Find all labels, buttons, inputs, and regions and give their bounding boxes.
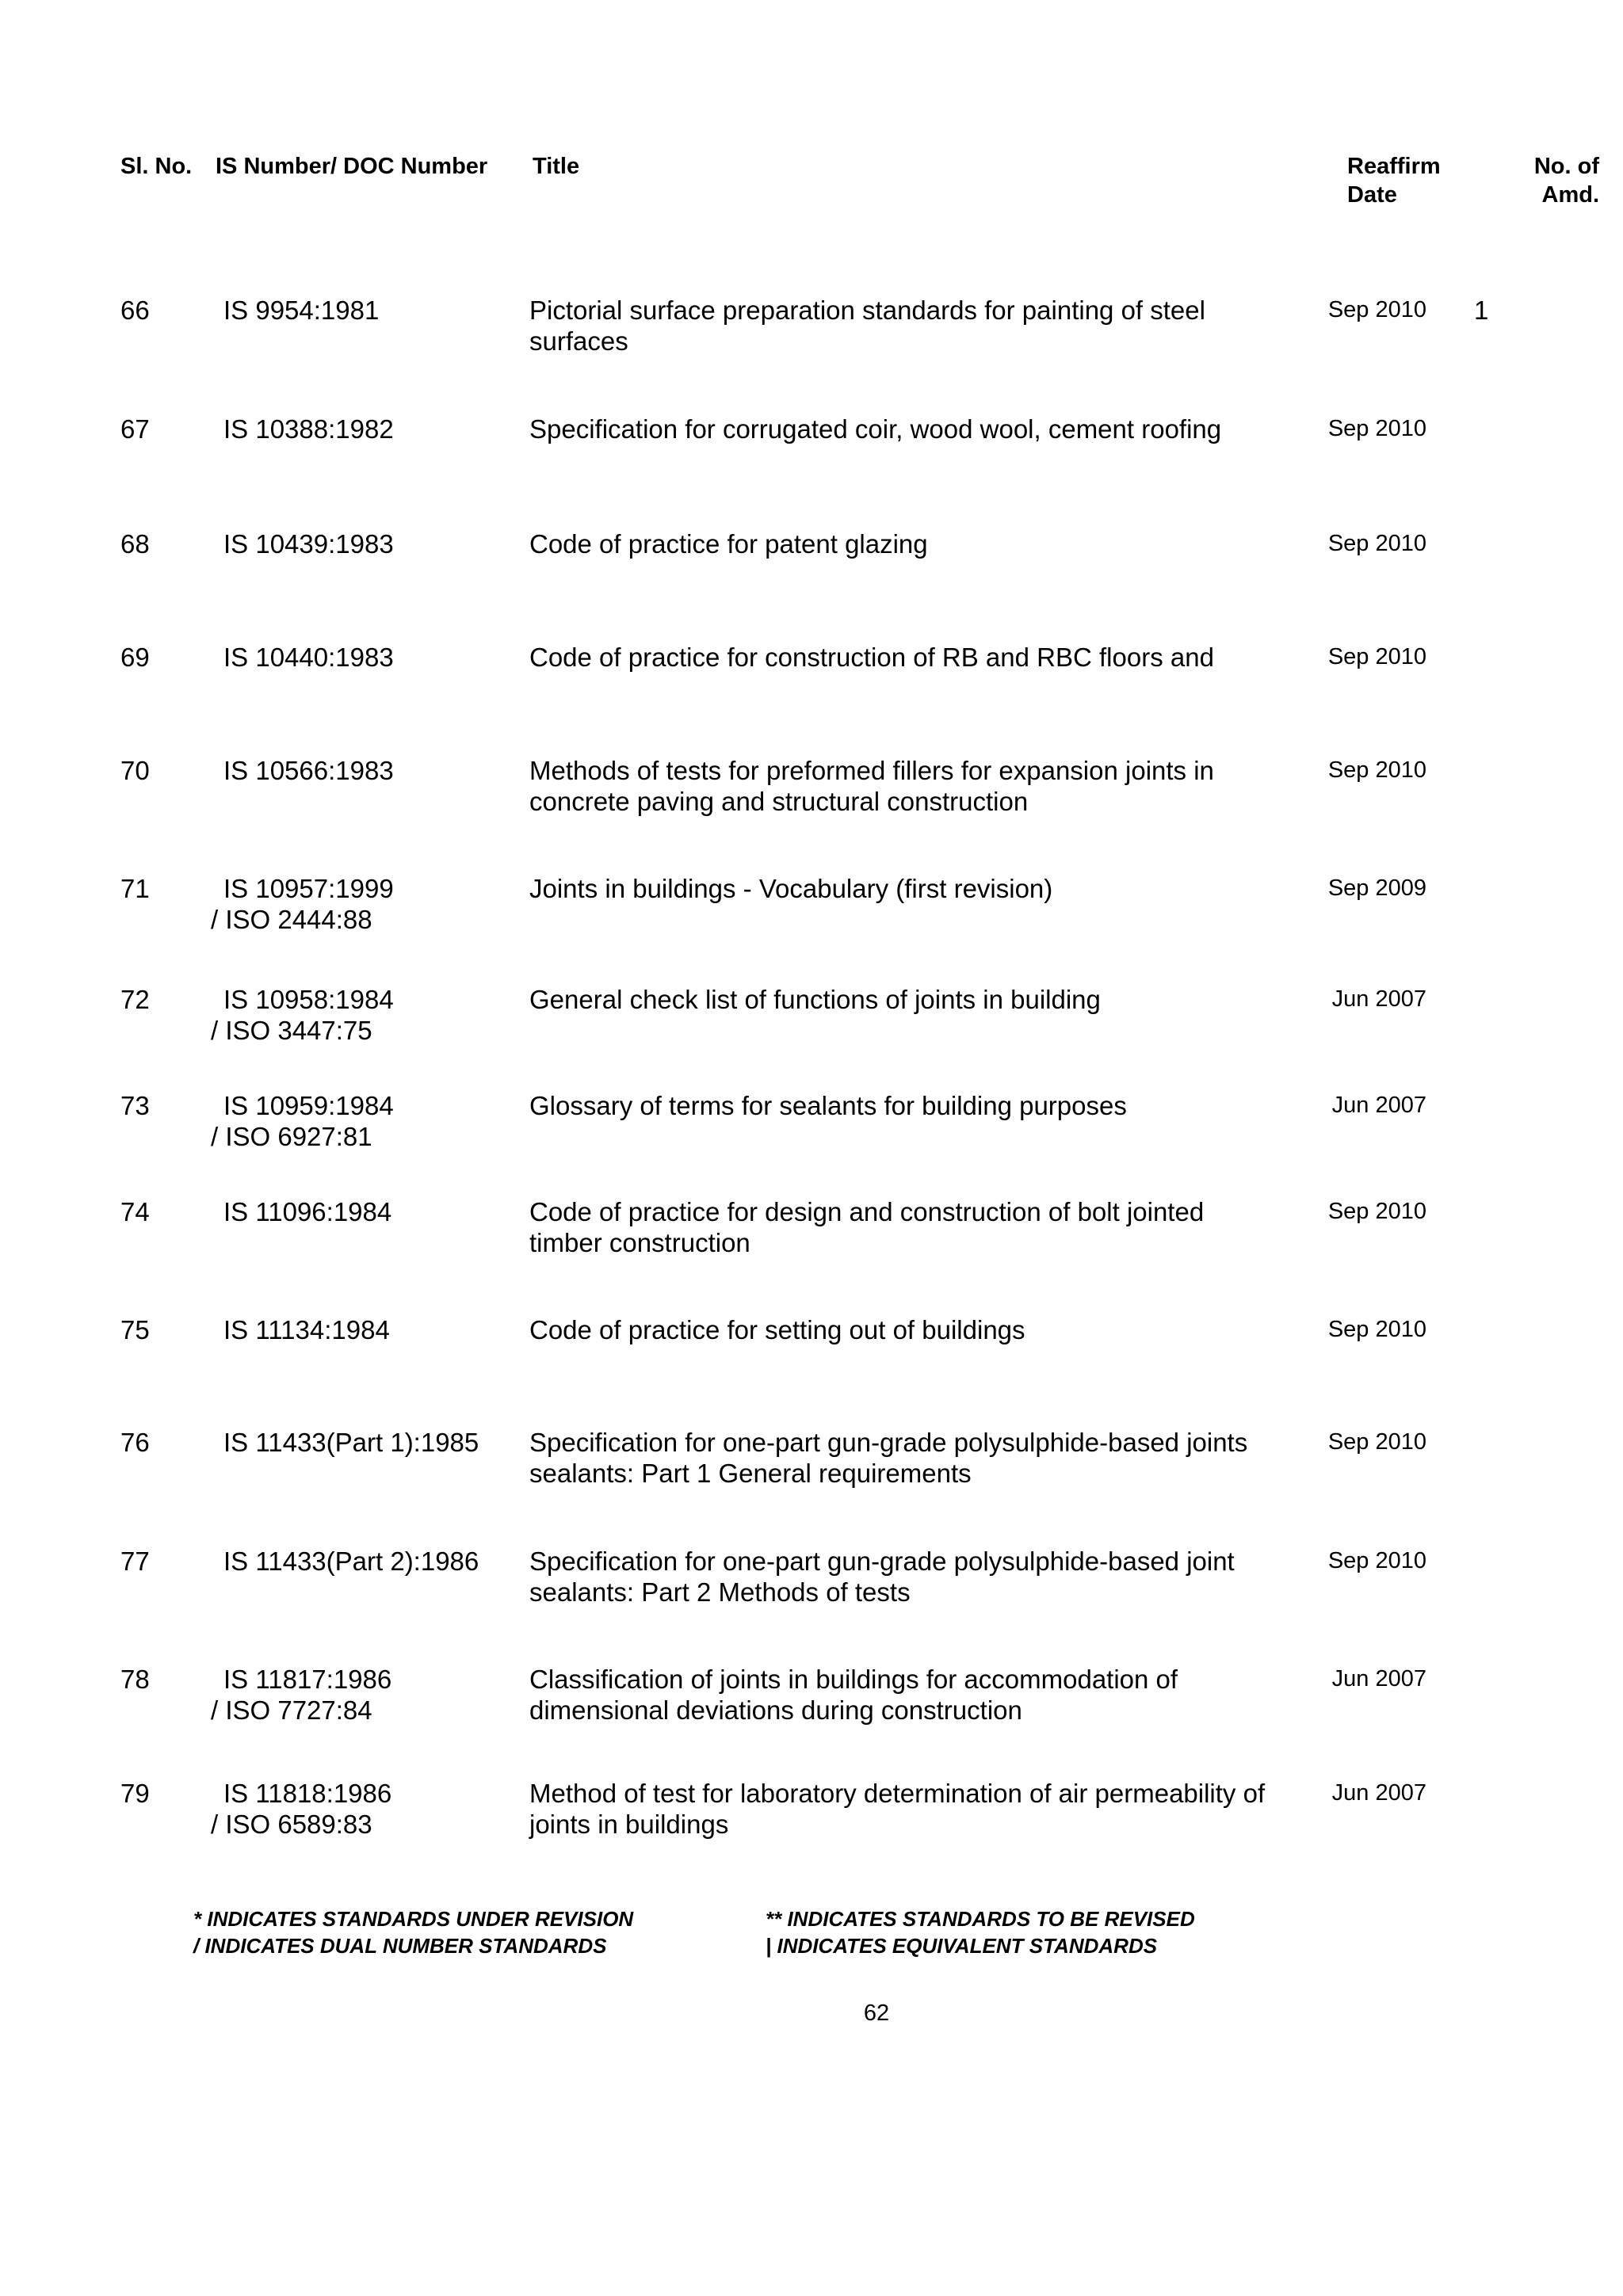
cell-sl-no: 73 bbox=[120, 1091, 150, 1120]
cell-is-number bbox=[211, 984, 512, 1046]
is-number-iso: / ISO 2444:88 bbox=[211, 905, 372, 934]
cell-sl-no: 69 bbox=[120, 643, 150, 672]
cell-sl-no: 72 bbox=[120, 985, 150, 1014]
cell-reaffirm-date: Sep 2010 bbox=[1327, 644, 1426, 669]
cell-reaffirm-date: Jun 2007 bbox=[1331, 1666, 1426, 1691]
cell-title: Code of practice for setting out of buildings bbox=[529, 1315, 1025, 1344]
cell-is-number bbox=[211, 1546, 512, 1577]
cell-sl-no: 70 bbox=[120, 756, 150, 785]
cell-title: Pictorial surface preparation standards for painting of steel surfaces bbox=[529, 296, 1205, 356]
cell-title: Method of test for laboratory determination of air permeability of joints in buildings bbox=[529, 1779, 1266, 1839]
note-dual-number: / INDICATES DUAL NUMBER STANDARDS bbox=[193, 1934, 607, 1958]
cell-reaffirm-date: Jun 2007 bbox=[1331, 986, 1426, 1012]
is-number-primary: IS 11817:1986 bbox=[223, 1665, 392, 1694]
cell-title: Glossary of terms for sealants for building purposes bbox=[529, 1091, 1127, 1120]
cell-sl-no: 71 bbox=[120, 874, 150, 903]
cell-title: Code of practice for patent glazing bbox=[529, 529, 928, 559]
is-number-primary: IS 10957:1999 bbox=[223, 874, 394, 903]
is-number-primary: IS 10388:1982 bbox=[223, 414, 394, 444]
cell-sl-no: 67 bbox=[120, 414, 150, 444]
cell-is-number bbox=[211, 528, 512, 559]
is-number-primary: IS 10566:1983 bbox=[223, 756, 394, 785]
cell-reaffirm-date: Sep 2010 bbox=[1327, 416, 1426, 441]
is-number-iso: / ISO 6927:81 bbox=[211, 1122, 372, 1151]
cell-sl-no: 66 bbox=[120, 296, 150, 325]
is-number-primary: IS 11433(Part 1):1985 bbox=[223, 1428, 479, 1457]
cell-sl-no: 68 bbox=[120, 529, 150, 559]
is-number-iso: / ISO 3447:75 bbox=[211, 1016, 372, 1045]
is-number-primary: IS 9954:1981 bbox=[223, 296, 380, 325]
cell-is-number bbox=[211, 414, 512, 444]
is-number-primary: IS 11134:1984 bbox=[223, 1315, 390, 1344]
header-title: Title bbox=[533, 154, 580, 179]
cell-is-number bbox=[211, 1778, 512, 1840]
cell-title: Joints in buildings - Vocabulary (first revision) bbox=[529, 874, 1053, 903]
cell-reaffirm-date: Sep 2010 bbox=[1327, 297, 1426, 322]
note-to-be-revised: ** INDICATES STANDARDS TO BE REVISED bbox=[766, 1907, 1195, 1931]
is-number-primary: IS 10958:1984 bbox=[223, 985, 394, 1014]
cell-reaffirm-date: Sep 2010 bbox=[1327, 757, 1426, 783]
cell-sl-no: 76 bbox=[120, 1428, 150, 1457]
cell-no-of-amd: 1 bbox=[1474, 296, 1489, 325]
is-number-primary: IS 10959:1984 bbox=[223, 1091, 394, 1120]
cell-is-number bbox=[211, 1090, 512, 1152]
cell-sl-no: 75 bbox=[120, 1315, 150, 1344]
header-reaffirm-date: Reaffirm Date bbox=[1347, 154, 1441, 208]
note-under-revision: * INDICATES STANDARDS UNDER REVISION bbox=[193, 1907, 634, 1931]
cell-title: Specification for corrugated coir, wood wool, cement roofing bbox=[529, 414, 1222, 444]
cell-is-number bbox=[211, 295, 512, 326]
is-number-primary: IS 11096:1984 bbox=[223, 1197, 392, 1226]
cell-is-number bbox=[211, 1314, 512, 1345]
header-no-of-amd: No. of Amd. bbox=[1533, 154, 1599, 208]
cell-title: Code of practice for construction of RB and RBC floors and bbox=[529, 643, 1214, 672]
is-number-iso: / ISO 7727:84 bbox=[211, 1695, 372, 1725]
note-equivalent: | INDICATES EQUIVALENT STANDARDS bbox=[766, 1934, 1158, 1958]
cell-sl-no: 78 bbox=[120, 1665, 150, 1694]
cell-is-number bbox=[211, 755, 512, 786]
cell-is-number bbox=[211, 873, 512, 935]
is-number-primary: IS 10439:1983 bbox=[223, 529, 394, 559]
cell-title: Specification for one-part gun-grade polysulphide-based joint sealants: Part 2 Methods of tests bbox=[529, 1547, 1235, 1607]
cell-is-number bbox=[211, 1664, 512, 1726]
cell-sl-no: 74 bbox=[120, 1197, 150, 1226]
cell-reaffirm-date: Sep 2010 bbox=[1327, 1429, 1426, 1455]
cell-reaffirm-date: Sep 2009 bbox=[1327, 875, 1426, 901]
cell-title: Methods of tests for preformed fillers for expansion joints in concrete paving and structural construction bbox=[529, 756, 1214, 816]
header-is-number: IS Number/ DOC Number bbox=[216, 154, 488, 179]
cell-reaffirm-date: Sep 2010 bbox=[1327, 1199, 1426, 1224]
cell-is-number bbox=[211, 642, 512, 673]
cell-title: Classification of joints in buildings for accommodation of dimensional deviations during construction bbox=[529, 1665, 1178, 1725]
page-number: 62 bbox=[863, 2000, 890, 2026]
cell-reaffirm-date: Sep 2010 bbox=[1327, 531, 1426, 556]
cell-sl-no: 79 bbox=[120, 1779, 150, 1808]
is-number-iso: / ISO 6589:83 bbox=[211, 1810, 372, 1839]
cell-is-number bbox=[211, 1196, 512, 1227]
cell-sl-no: 77 bbox=[120, 1547, 150, 1576]
is-number-primary: IS 11433(Part 2):1986 bbox=[223, 1547, 479, 1576]
cell-reaffirm-date: Sep 2010 bbox=[1327, 1317, 1426, 1342]
cell-reaffirm-date: Jun 2007 bbox=[1331, 1780, 1426, 1806]
cell-title: Specification for one-part gun-grade polysulphide-based joints sealants: Part 1 General requirements bbox=[529, 1428, 1248, 1488]
is-number-primary: IS 10440:1983 bbox=[223, 643, 394, 672]
cell-reaffirm-date: Jun 2007 bbox=[1331, 1093, 1426, 1118]
is-number-primary: IS 11818:1986 bbox=[223, 1779, 392, 1808]
cell-title: General check list of functions of joints in building bbox=[529, 985, 1101, 1014]
cell-title: Code of practice for design and construction of bolt jointed timber construction bbox=[529, 1197, 1205, 1257]
cell-is-number bbox=[211, 1427, 512, 1458]
cell-reaffirm-date: Sep 2010 bbox=[1327, 1548, 1426, 1573]
header-sl-no: Sl. No. bbox=[120, 154, 193, 179]
